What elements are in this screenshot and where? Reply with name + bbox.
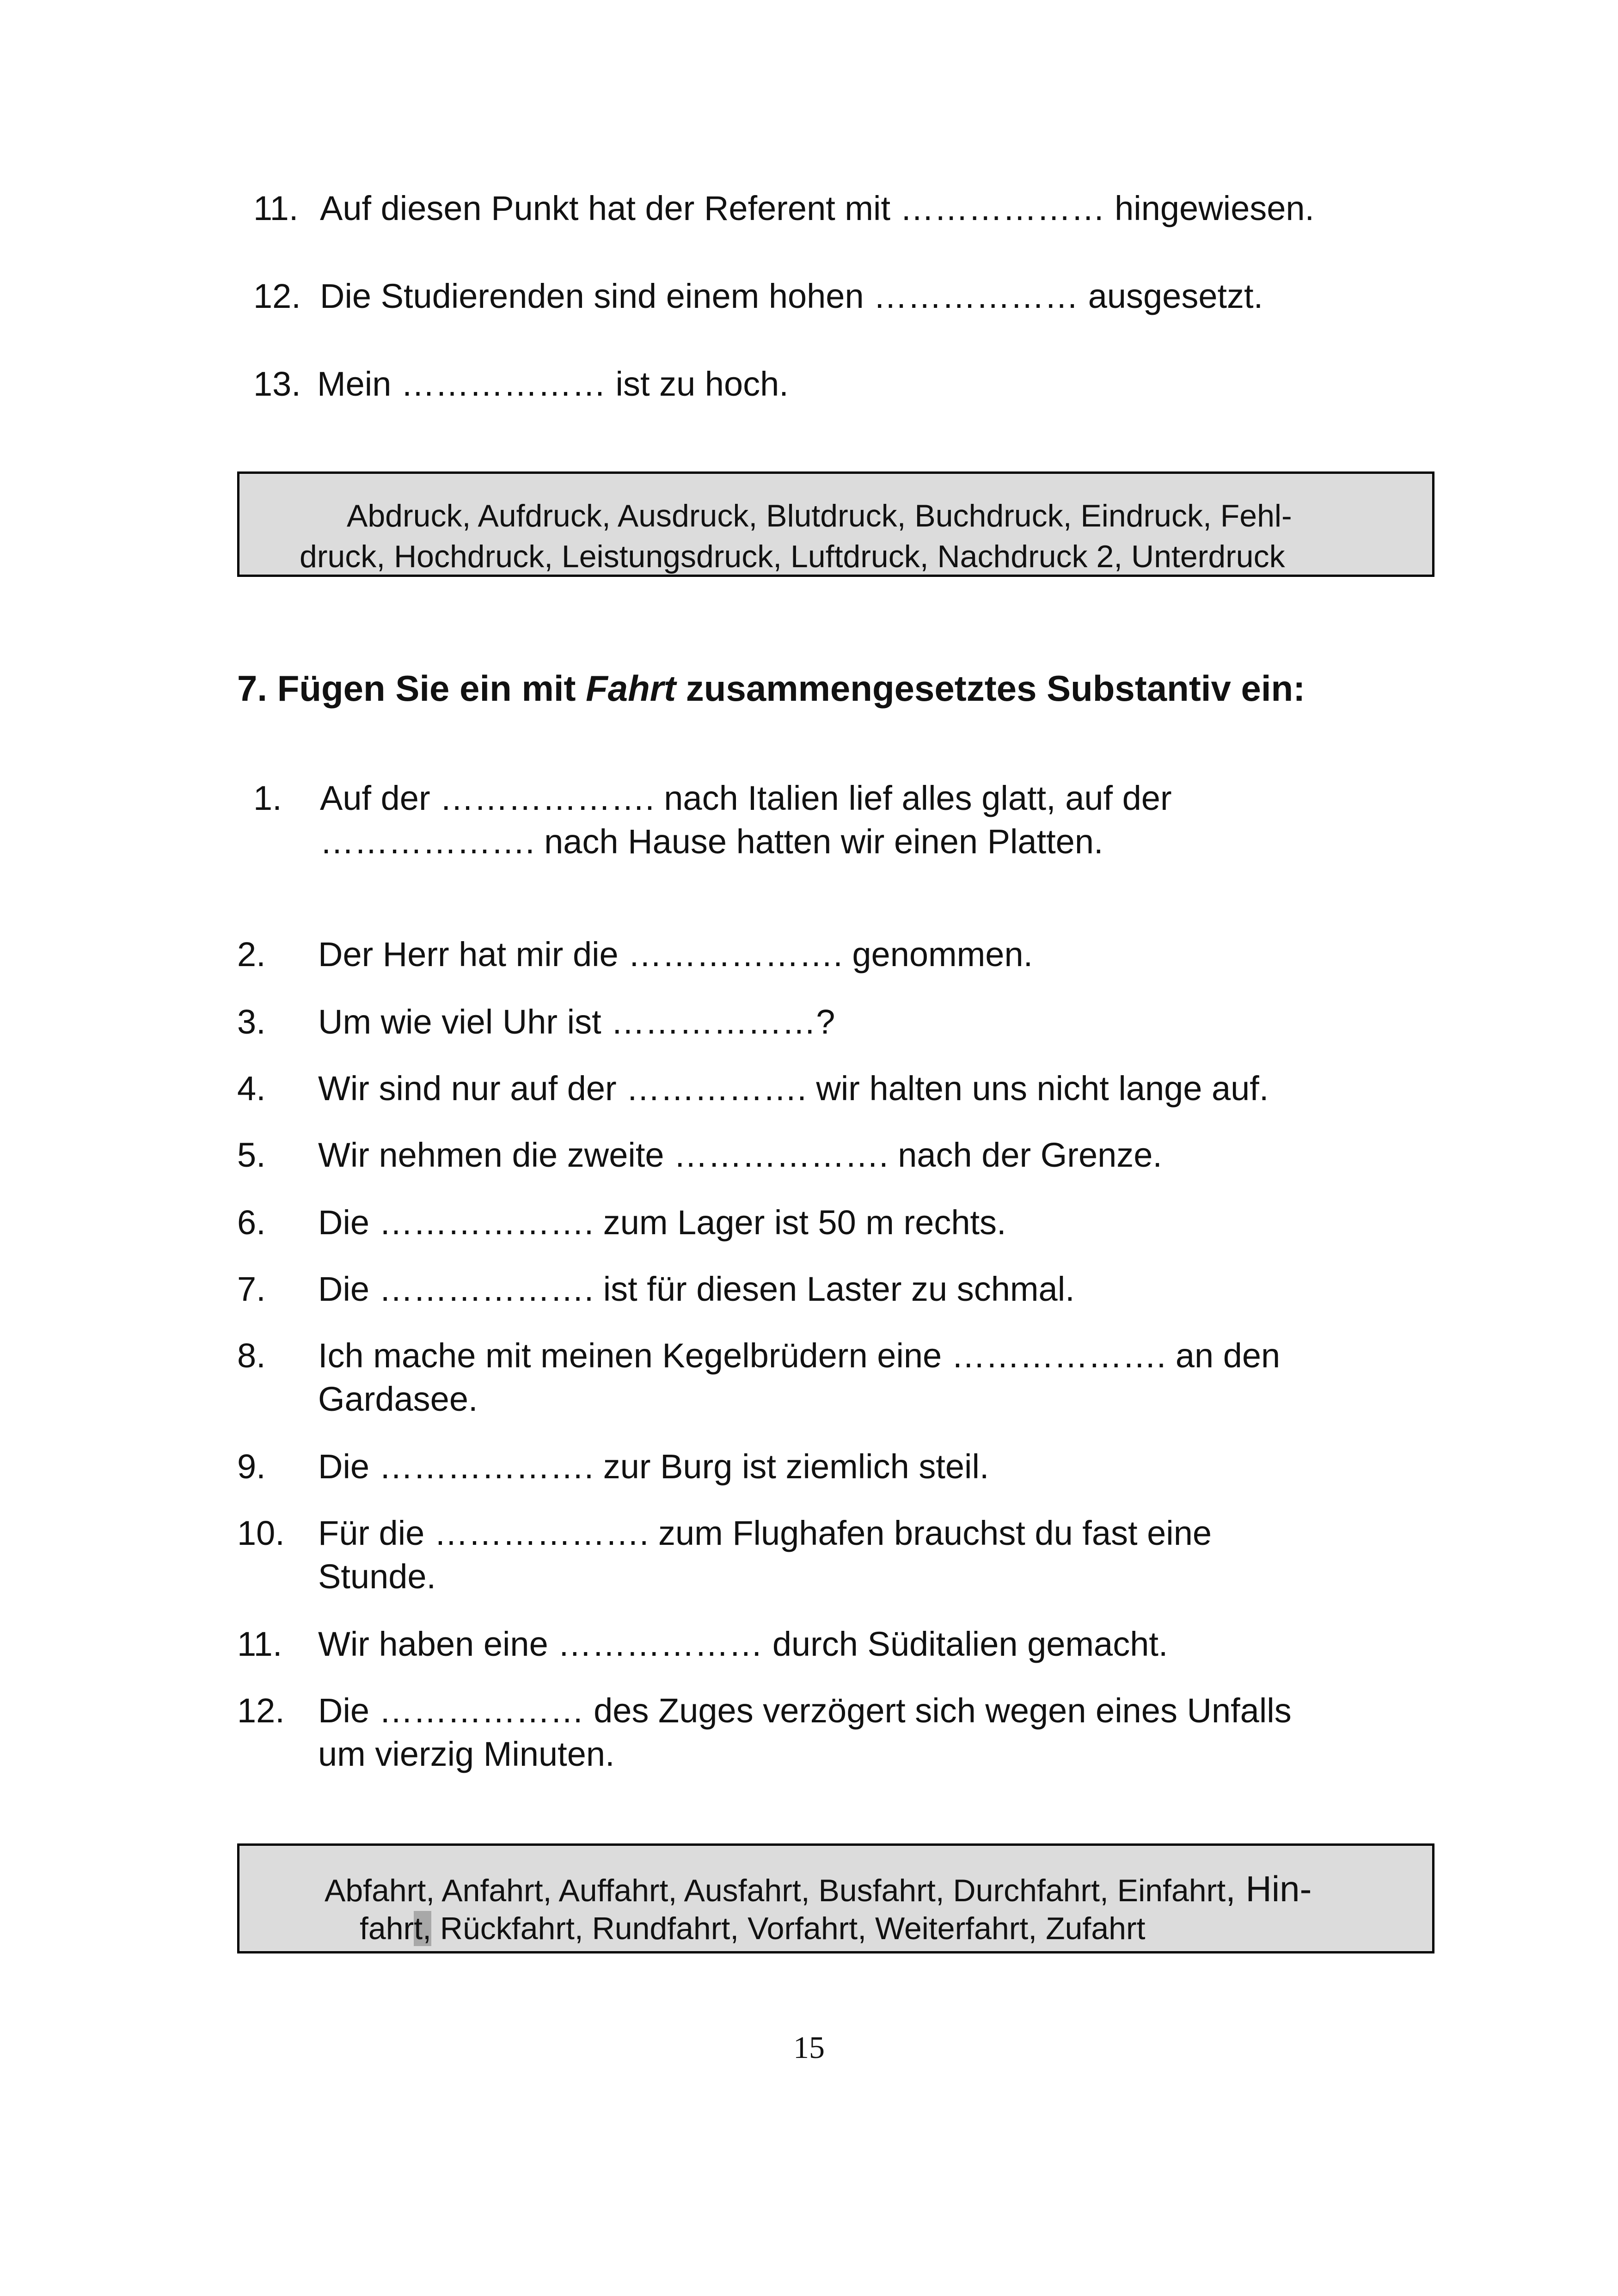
top-item-number: 12. <box>253 277 301 315</box>
exercise-item-number: 1. <box>253 779 282 817</box>
exercise-item-text-cont: Gardasee. <box>318 1380 478 1418</box>
exercise-item-number: 2. <box>237 935 266 974</box>
word-box-line: druck, Hochdruck, Leistungsdruck, Luftdruck, Nachdruck 2, Unterdruck <box>300 539 1285 574</box>
top-item-number: 13. <box>253 365 301 403</box>
exercise-item-text: Wir sind nur auf der ……………. wir halten uns nicht lange auf. <box>318 1069 1269 1108</box>
exercise-item-text: Der Herr hat mir die ………………. genommen. <box>318 935 1033 974</box>
top-item-text: Mein ……………… ist zu hoch. <box>317 365 789 403</box>
exercise-item-number: 11. <box>237 1625 282 1663</box>
exercise-item-number: 5. <box>237 1136 266 1174</box>
exercise-item-number: 10. <box>237 1514 285 1552</box>
top-item-text: Auf diesen Punkt hat der Referent mit ……………… hingewiesen. <box>320 189 1315 227</box>
word-box-text-large: , Hin- <box>1226 1868 1312 1909</box>
heading-prefix: 7. Fügen Sie ein mit <box>237 668 586 709</box>
exercise-item-text: Wir haben eine ……………… durch Süditalien gemacht. <box>318 1625 1168 1663</box>
exercise-item-text: Ich mache mit meinen Kegelbrüdern eine ………………. an den <box>318 1336 1281 1375</box>
exercise-item-text-cont: ………………. nach Hause hatten wir einen Platten. <box>320 822 1103 861</box>
heading-italic-word: Fahrt <box>586 668 676 709</box>
exercise-item-text: Für die ………………. zum Flughafen brauchst du fast eine <box>318 1514 1212 1552</box>
exercise-item-text: Um wie viel Uhr ist ………………? <box>318 1003 835 1041</box>
word-box-line: Abdruck, Aufdruck, Ausdruck, Blutdruck, Buchdruck, Eindruck, Fehl- <box>347 498 1292 533</box>
exercise-item-number: 4. <box>237 1069 266 1108</box>
exercise-item-number: 3. <box>237 1003 266 1041</box>
exercise-item-number: 9. <box>237 1447 266 1486</box>
exercise-7-heading <box>237 667 1305 710</box>
exercise-item-text: Die ………………. ist für diesen Laster zu schmal. <box>318 1270 1075 1308</box>
exercise-item-text: Auf der ………………. nach Italien lief alles glatt, auf der <box>320 779 1172 817</box>
exercise-item-text: Die ………………. zum Lager ist 50 m rechts. <box>318 1203 1006 1242</box>
exercise-item-text: Die ……………… des Zuges verzögert sich wegen eines Unfalls <box>318 1691 1292 1730</box>
exercise-item-text-cont: um vierzig Minuten. <box>318 1735 615 1773</box>
word-box-line <box>325 1868 1312 1910</box>
word-box-text: fahr <box>360 1911 414 1946</box>
heading-suffix: zusammengesetztes Substantiv ein: <box>676 668 1305 709</box>
exercise-item-number: 8. <box>237 1336 266 1375</box>
fahrt-word-box <box>237 1843 1434 1953</box>
highlighted-text: t, <box>414 1911 431 1946</box>
exercise-item-number: 12. <box>237 1691 285 1730</box>
exercise-item-text-cont: Stunde. <box>318 1557 436 1596</box>
top-item-number: 11. <box>253 189 299 227</box>
top-item-text: Die Studierenden sind einem hohen ……………… ausgesetzt. <box>320 277 1263 315</box>
word-box-text: Rückfahrt, Rundfahrt, Vorfahrt, Weiterfahrt, Zufahrt <box>431 1911 1146 1946</box>
word-box-text: Abfahrt, Anfahrt, Auffahrt, Ausfahrt, Busfahrt, Durchfahrt, Einfahrt <box>325 1873 1226 1908</box>
druck-word-box <box>237 471 1434 577</box>
exercise-item-text: Wir nehmen die zweite ………………. nach der Grenze. <box>318 1136 1162 1174</box>
exercise-item-number: 6. <box>237 1203 266 1242</box>
exercise-item-text: Die ………………. zur Burg ist ziemlich steil. <box>318 1447 989 1486</box>
exercise-item-number: 7. <box>237 1270 266 1308</box>
page-number: 15 <box>793 2030 825 2065</box>
word-box-line <box>360 1910 1146 1947</box>
